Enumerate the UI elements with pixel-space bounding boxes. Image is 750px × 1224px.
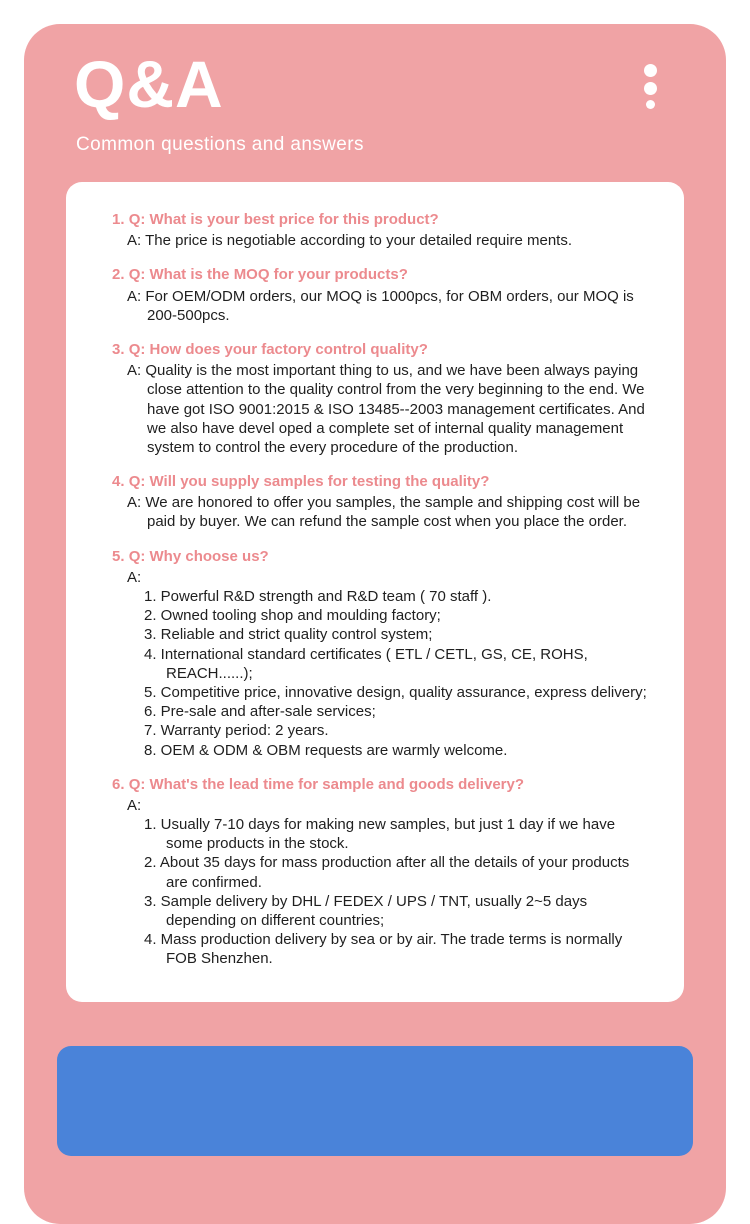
sub-answer-item: 2. Owned tooling shop and moulding factory; [144,607,441,625]
sub-answer-item: 3. Sample delivery by DHL / FEDEX / UPS / TNT, usually 2~5 days depending on different countries; [144,892,588,929]
sub-answer-item: 4. Mass production delivery by sea or by air. The trade terms is normally FOB Shenzhen. [144,931,623,968]
question-text: Q: Why choose us? [128,547,269,565]
question-text: Q: What is the MOQ for your products? [128,266,408,284]
dot-icon [646,100,655,109]
sub-answer-list [144,815,654,969]
qa-item [112,472,654,532]
qa-card [66,182,684,1002]
question-number: 1. [112,211,125,228]
answer-label: A: [127,362,142,380]
answer-text: We are honored to offer you samples, the sample and shipping cost will be paid by buyer. We can refund the sample cost when you place the order. [145,494,641,531]
answer-text: The price is negotiable according to your detailed require ments. [145,232,573,250]
sub-answer-item: 7. Warranty period: 2 years. [144,722,329,740]
dot-icon [644,64,657,77]
question-number: 4. [112,473,125,491]
answer-label: A: [127,568,142,586]
answer-label: A: [127,796,142,814]
answer-line [127,796,654,815]
sub-answer-item: 1. Usually 7-10 days for making new samples, but just 1 day if we have some products in the stock. [144,816,616,853]
qa-list [112,210,654,969]
answer-line [127,493,654,531]
answer-label: A: [127,494,142,512]
question-line [112,210,654,229]
sub-answer-item: 6. Pre-sale and after-sale services; [144,703,376,721]
question-text: Q: How does your factory control quality? [128,340,428,358]
question-line [112,340,654,359]
three-dots-icon [644,64,657,109]
question-line [112,547,654,566]
qa-item [112,210,654,250]
answer-line [127,231,654,250]
page-title: Q&A [74,47,224,121]
answer-line [127,287,654,325]
qa-item [112,265,654,325]
sub-answer-item: 2. About 35 days for mass production after all the details of your products are confirmed. [144,854,630,891]
question-number: 3. [112,340,125,358]
pink-panel [24,24,726,1224]
question-line [112,265,654,284]
answer-text: For OEM/ODM orders, our MOQ is 1000pcs, for OBM orders, our MOQ is 200-500pcs. [145,287,634,324]
question-number: 2. [112,266,125,284]
sub-answer-item: 1. Powerful R&D strength and R&D team ( 70 staff ). [144,588,492,605]
answer-text: Quality is the most important thing to us, and we have been always paying close attention to the quality control from the very beginning to the end. We have got ISO 9001:2015 & ISO 13485--2003 management certificates. And we also have devel oped a complete set of internal quality management system to control the every procedure of the production. [145,362,645,456]
dot-icon [644,82,657,95]
answer-label: A: [127,232,142,250]
sub-answer-item: 5. Competitive price, innovative design, quality assurance, express delivery; [144,683,647,701]
qa-item [112,775,654,969]
page-subtitle: Common questions and answers [76,134,364,155]
qa-item [112,340,654,457]
sub-answer-list [144,587,654,760]
answer-line [127,568,654,587]
sub-answer-item: 8. OEM & ODM & OBM requests are warmly welcome. [144,741,508,759]
answer-line [127,361,654,457]
question-line [112,472,654,491]
question-text: Q: Will you supply samples for testing the quality? [128,473,490,491]
question-text: Q: What is your best price for this product? [128,211,439,228]
sub-answer-item: 4. International standard certificates ( ETL / CETL, GS, CE, ROHS, REACH......); [144,645,588,682]
qa-item [112,547,654,760]
question-number: 6. [112,775,125,793]
bottom-section-bar [57,1046,693,1156]
question-line [112,775,654,794]
sub-answer-item: 3. Reliable and strict quality control system; [144,626,433,644]
question-text: Q: What's the lead time for sample and goods delivery? [128,775,524,793]
question-number: 5. [112,547,125,565]
answer-label: A: [127,287,142,305]
